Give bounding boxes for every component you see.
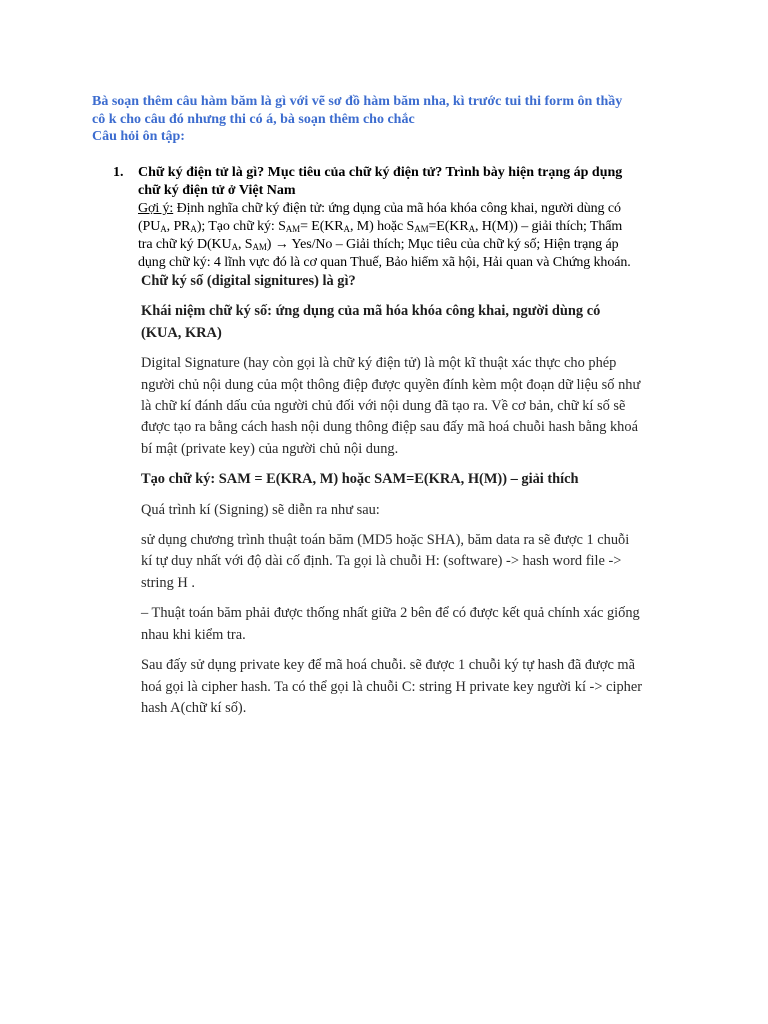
blue-note	[92, 93, 692, 146]
scanned-excerpt	[141, 271, 681, 719]
hint-text: tra chữ ký D(KU	[138, 237, 232, 252]
question-number: 1.	[113, 165, 124, 180]
hint-text: , M) hoặc S	[349, 219, 415, 234]
question-1	[113, 164, 683, 272]
question-title-line: chữ ký điện tử ở Việt Nam	[138, 183, 296, 198]
hint-text: , PR	[166, 219, 191, 234]
paragraph-line: sử dụng chương trình thuật toán băm (MD5 hoặc SHA), băm data ra sẽ được 1 chuỗi	[141, 532, 630, 549]
paragraph-line: người chủ nội dung của một thông điệp được quyền đính kèm một đoạn dữ liệu số như	[141, 376, 641, 393]
subscript: A	[190, 224, 197, 234]
hint-text: =E(KR	[428, 219, 469, 234]
signing-intro: Quá trình kí (Signing) sẽ diễn ra như sau:	[141, 501, 380, 518]
subscript: AM	[414, 224, 429, 234]
paragraph-line: được tạo ra bằng cách hash nội dung thông điệp sau đấy mã hoá chuỗi hash bằng khoá	[141, 419, 638, 436]
create-signature-heading: Tạo chữ ký: SAM = E(KRA, M) hoặc SAM=E(KRA, H(M)) – giải thích	[141, 471, 579, 488]
paragraph-line: kí tự duy nhất với độ dài cố định. Ta gọi là chuỗi H: (software) -> hash word file ->	[141, 553, 622, 570]
paragraph-line: string H .	[141, 574, 195, 591]
hint-text: (PU	[138, 219, 161, 234]
hint-line	[138, 200, 683, 218]
hint-text: = E(KR	[300, 219, 344, 234]
hint-line	[138, 218, 683, 236]
concept-line: (KUA, KRA)	[141, 324, 222, 341]
paragraph-line: hash A(chữ kí số).	[141, 699, 247, 716]
subscript: A	[231, 242, 238, 252]
encryption-paragraph	[141, 655, 681, 719]
paragraph-line: hoá gọi là cipher hash. Ta có thể gọi là chuỗi C: string H private key người kí -> cipher	[141, 678, 643, 695]
review-questions-heading: Câu hỏi ôn tập:	[92, 129, 185, 144]
paragraph-line: bí mật (private key) của người chủ nội dung.	[141, 440, 399, 457]
note-line: cô k cho câu đó nhưng thi có á, bà soạn thêm cho chắc	[92, 111, 415, 127]
paragraph-line: nhau khi kiểm tra.	[141, 626, 246, 643]
hint-label: Gợi ý:	[138, 201, 174, 216]
paragraph-line: – Thuật toán băm phải được thống nhất giữa 2 bên để có được kết quả chính xác giống	[141, 605, 640, 622]
hashing-paragraph	[141, 530, 681, 594]
subscript: A	[160, 224, 167, 234]
concept-line: Khái niệm chữ ký số: ứng dụng của mã hóa khóa công khai, người dùng có	[141, 303, 601, 320]
note-line: Bà soạn thêm câu hàm băm là gì với vẽ sơ đồ hàm băm nha, kì trước tui thi form ôn thầy	[92, 94, 623, 109]
agreement-paragraph	[141, 603, 681, 646]
definition-paragraph	[141, 353, 681, 460]
hint-line: dụng chữ ký: 4 lĩnh vực đó là cơ quan Thuế, Bảo hiểm xã hội, Hải quan và Chứng khoán.	[138, 255, 631, 270]
hint-text: , H(M)) – giải thích; Thẩm	[474, 219, 623, 234]
hint-text: Định nghĩa chữ ký điện tử: ứng dụng của mã hóa khóa công khai, người dùng có	[173, 201, 621, 216]
paragraph-line: Digital Signature (hay còn gọi là chữ ký điện tử) là một kĩ thuật xác thực cho phép	[141, 355, 617, 372]
question-title	[138, 164, 683, 200]
hint-text: ); Tạo chữ ký: S	[196, 219, 286, 234]
subscript: A	[468, 224, 475, 234]
paragraph-line: là chữ kí đánh dấu của người chủ đối với nội dung đã tạo ra. Về cơ bản, chữ kí số sẽ	[141, 398, 626, 415]
excerpt-heading: Chữ ký số (digital signitures) là gì?	[141, 273, 356, 289]
subscript: AM	[285, 224, 301, 234]
question-title-line: Chữ ký điện tử là gì? Mục tiêu của chữ ký điện tử? Trình bày hiện trạng áp dụng	[138, 165, 623, 180]
hint-text: , S	[237, 237, 253, 252]
concept-block	[141, 301, 681, 344]
hint-text: ) → Yes/No – Giải thích; Mục tiêu của chữ ký số; Hiện trạng áp	[266, 237, 619, 252]
hint-paragraph	[138, 200, 683, 272]
subscript: AM	[252, 242, 267, 252]
subscript: A	[343, 224, 350, 234]
paragraph-line: Sau đấy sử dụng private key để mã hoá chuỗi. sẽ được 1 chuỗi ký tự hash đã được mã	[141, 657, 636, 674]
hint-line	[138, 236, 683, 254]
